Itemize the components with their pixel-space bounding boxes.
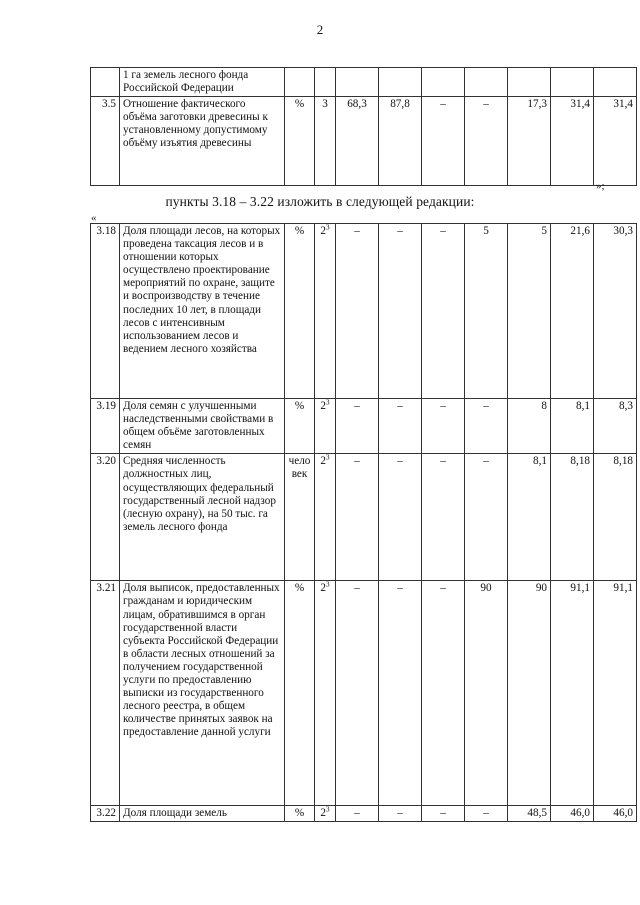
indicator-name: Средняя численность должностных лиц, осуществляющих федеральный государственный лесной надзор (лесную охрану), на 50 тыс. га земель лесного фонда <box>120 454 285 581</box>
value-cell: – <box>336 454 379 581</box>
indicator-name: 1 га земель лесного фонда Российской Федерации <box>120 68 285 97</box>
value-cell: – <box>465 97 508 186</box>
value-cell: – <box>336 806 379 822</box>
row-number: 3.21 <box>91 581 120 806</box>
value-cell: – <box>422 581 465 806</box>
basis-superscript: 3 <box>325 452 330 462</box>
basis-superscript: 3 <box>325 804 330 814</box>
basis-value: 2 <box>320 225 326 237</box>
value-cell: 8,1 <box>508 454 551 581</box>
row-number: 3.18 <box>91 224 120 399</box>
basis-value: 3 <box>322 98 328 111</box>
value-cell: – <box>379 454 422 581</box>
unit-cell: % <box>285 97 315 186</box>
value-cell: – <box>336 224 379 399</box>
value-cell: 91,1 <box>551 581 594 806</box>
value-cell: – <box>379 581 422 806</box>
row-number <box>91 68 120 97</box>
value-cell: 17,3 <box>508 97 551 186</box>
unit-cell: человек <box>285 454 315 581</box>
value-cell: 48,5 <box>508 806 551 822</box>
unit-cell: % <box>285 806 315 822</box>
indicator-name: Отношение фактического объёма заготовки древесины к установленному допустимому объёму изъятия древесины <box>120 97 285 186</box>
value-cell: 8,3 <box>594 399 637 454</box>
value-cell: – <box>336 581 379 806</box>
value-cell: 8,18 <box>551 454 594 581</box>
value-cell: – <box>422 454 465 581</box>
value-cell: – <box>336 399 379 454</box>
value-cell: 21,6 <box>551 224 594 399</box>
basis-cell <box>315 97 336 186</box>
value-cell: 8 <box>508 399 551 454</box>
indicator-name: Доля семян с улучшенными наследственными свойствами в общем объёме заготовленных семян <box>120 399 285 454</box>
unit-cell: % <box>285 224 315 399</box>
page-number: 2 <box>316 22 324 37</box>
value-cell: – <box>465 399 508 454</box>
table-row <box>91 224 637 399</box>
value-cell <box>508 68 551 97</box>
indicators-table-continued <box>90 67 637 186</box>
table-row <box>91 97 637 186</box>
value-cell: 31,4 <box>594 97 637 186</box>
value-cell: – <box>379 806 422 822</box>
value-cell: 5 <box>465 224 508 399</box>
table-row <box>91 399 637 454</box>
value-cell <box>551 68 594 97</box>
row-number: 3.19 <box>91 399 120 454</box>
basis-cell <box>315 399 336 454</box>
value-cell <box>594 68 637 97</box>
value-cell: 8,18 <box>594 454 637 581</box>
basis-cell <box>315 224 336 399</box>
value-cell: 87,8 <box>379 97 422 186</box>
amendment-paragraph: пункты 3.18 – 3.22 изложить в следующей редакции: <box>165 194 475 209</box>
value-cell: 68,3 <box>336 97 379 186</box>
value-cell: 91,1 <box>594 581 637 806</box>
value-cell: – <box>422 224 465 399</box>
table-row <box>91 454 637 581</box>
basis-cell <box>315 806 336 822</box>
indicators-table-new-edition <box>90 223 637 822</box>
basis-superscript: 3 <box>325 397 330 407</box>
row-number: 3.5 <box>91 97 120 186</box>
indicator-name: Доля площади лесов, на которых проведена таксация лесов и в отношении которых осуществлено проектирование мероприятий по охране, защите и воспроизводству в течение последних 10 лет, в площади лесов с интенсивным использованием лесов и ведением лесного хозяйства <box>120 224 285 399</box>
indicator-name: Доля выписок, предоставленных гражданам и юридическим лицам, обратившимся в орган государственной власти субъекта Российской Федерации в области лесных отношений за получением государственной услуги по предоставлению выписки из государственного лесного реестра, в общем количестве принятых заявок на предоставление данной услуги <box>120 581 285 806</box>
opening-quote: « <box>91 212 97 224</box>
indicator-name: Доля площади земель <box>120 806 285 822</box>
basis-value: 2 <box>320 582 326 595</box>
unit-cell: % <box>285 581 315 806</box>
value-cell: 31,4 <box>551 97 594 186</box>
table-row <box>91 581 637 806</box>
value-cell: 46,0 <box>551 806 594 822</box>
value-cell: – <box>422 399 465 454</box>
basis-cell <box>315 581 336 806</box>
unit-cell: % <box>285 399 315 454</box>
value-cell: – <box>422 806 465 822</box>
table-row <box>91 68 637 97</box>
row-number: 3.20 <box>91 454 120 581</box>
value-cell: – <box>465 806 508 822</box>
value-cell <box>422 68 465 97</box>
value-cell: – <box>465 454 508 581</box>
basis-superscript: 3 <box>325 579 330 589</box>
value-cell: 46,0 <box>594 806 637 822</box>
value-cell: 30,3 <box>594 224 637 399</box>
value-cell: – <box>379 399 422 454</box>
unit-cell <box>285 68 315 97</box>
value-cell: 90 <box>508 581 551 806</box>
value-cell: – <box>422 97 465 186</box>
basis-value: 2 <box>320 807 326 820</box>
value-cell <box>465 68 508 97</box>
basis-value: 2 <box>320 455 326 468</box>
closing-quote: »; <box>596 180 605 192</box>
value-cell <box>336 68 379 97</box>
table-row <box>91 806 637 822</box>
value-cell: 90 <box>465 581 508 806</box>
value-cell: – <box>379 224 422 399</box>
basis-cell <box>315 68 336 97</box>
value-cell: 8,1 <box>551 399 594 454</box>
value-cell: 5 <box>508 224 551 399</box>
basis-cell <box>315 454 336 581</box>
value-cell <box>379 68 422 97</box>
row-number: 3.22 <box>91 806 120 822</box>
basis-superscript: 3 <box>325 222 330 232</box>
basis-value: 2 <box>320 400 326 412</box>
